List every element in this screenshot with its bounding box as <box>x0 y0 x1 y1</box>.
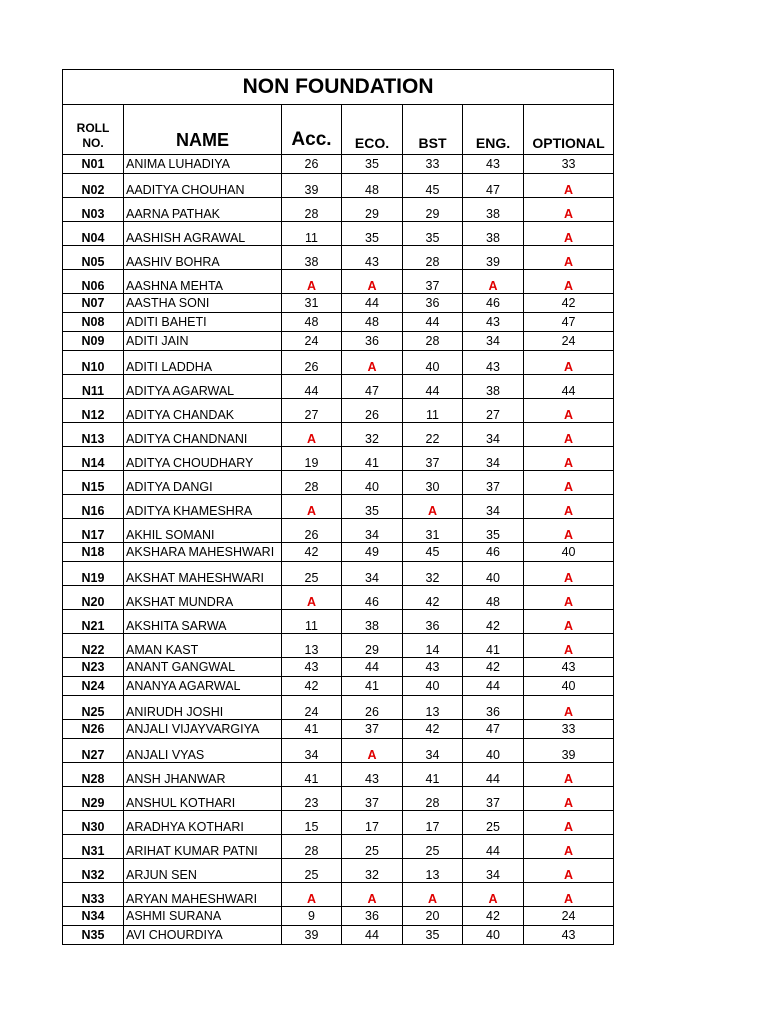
cell-eco: 48 <box>342 313 403 332</box>
cell-roll: N09 <box>63 332 124 351</box>
cell-acc: 27 <box>282 399 342 423</box>
cell-eco: 43 <box>342 246 403 270</box>
cell-bst: 35 <box>403 222 463 246</box>
absent-mark: A <box>524 471 614 495</box>
cell-eng: 41 <box>463 634 524 658</box>
cell-bst: 34 <box>403 739 463 763</box>
cell-eco: 44 <box>342 294 403 313</box>
absent-mark: A <box>524 586 614 610</box>
cell-bst: 20 <box>403 907 463 926</box>
cell-name: AASHIV BOHRA <box>124 246 282 270</box>
cell-eco: 47 <box>342 375 403 399</box>
cell-roll: N35 <box>63 926 124 945</box>
table-row <box>63 739 614 763</box>
cell-optional: 39 <box>524 739 614 763</box>
cell-name: ASHMI SURANA <box>124 907 282 926</box>
absent-mark: A <box>524 399 614 423</box>
cell-roll: N04 <box>63 222 124 246</box>
absent-mark: A <box>463 270 524 294</box>
cell-acc: 13 <box>282 634 342 658</box>
cell-eng: 40 <box>463 562 524 586</box>
cell-acc: 44 <box>282 375 342 399</box>
cell-acc: 19 <box>282 447 342 471</box>
cell-name: AKSHAT MUNDRA <box>124 586 282 610</box>
absent-mark: A <box>524 198 614 222</box>
cell-roll: N08 <box>63 313 124 332</box>
cell-bst: 13 <box>403 696 463 720</box>
table-row <box>63 351 614 375</box>
absent-mark: A <box>524 811 614 835</box>
cell-eng: 27 <box>463 399 524 423</box>
cell-optional: 40 <box>524 543 614 562</box>
cell-optional: 33 <box>524 155 614 174</box>
cell-acc: 25 <box>282 859 342 883</box>
table-row <box>63 926 614 945</box>
cell-eng: 37 <box>463 471 524 495</box>
cell-eng: 35 <box>463 519 524 543</box>
cell-bst: 28 <box>403 787 463 811</box>
absent-mark: A <box>524 447 614 471</box>
cell-name: ANSH JHANWAR <box>124 763 282 787</box>
cell-eng: 40 <box>463 926 524 945</box>
cell-eco: 34 <box>342 562 403 586</box>
absent-mark: A <box>524 859 614 883</box>
header-optional: OPTIONAL <box>524 105 614 155</box>
cell-roll: N20 <box>63 586 124 610</box>
cell-eng: 36 <box>463 696 524 720</box>
cell-acc: 28 <box>282 471 342 495</box>
cell-name: AADITYA CHOUHAN <box>124 174 282 198</box>
cell-eng: 40 <box>463 739 524 763</box>
table-row <box>63 696 614 720</box>
cell-name: ADITI JAIN <box>124 332 282 351</box>
cell-bst: 35 <box>403 926 463 945</box>
cell-name: ANIMA LUHADIYA <box>124 155 282 174</box>
cell-eng: 47 <box>463 720 524 739</box>
absent-mark: A <box>342 270 403 294</box>
cell-eco: 26 <box>342 696 403 720</box>
absent-mark: A <box>282 586 342 610</box>
table-row <box>63 447 614 471</box>
cell-roll: N16 <box>63 495 124 519</box>
table-row <box>63 787 614 811</box>
cell-acc: 26 <box>282 155 342 174</box>
absent-mark: A <box>524 763 614 787</box>
cell-acc: 9 <box>282 907 342 926</box>
cell-eng: 48 <box>463 586 524 610</box>
cell-acc: 11 <box>282 610 342 634</box>
cell-bst: 44 <box>403 313 463 332</box>
cell-roll: N24 <box>63 677 124 696</box>
cell-eco: 36 <box>342 332 403 351</box>
cell-eco: 32 <box>342 423 403 447</box>
cell-roll: N05 <box>63 246 124 270</box>
cell-bst: 31 <box>403 519 463 543</box>
absent-mark: A <box>524 883 614 907</box>
cell-name: ADITYA CHOUDHARY <box>124 447 282 471</box>
cell-acc: 24 <box>282 332 342 351</box>
cell-name: ARADHYA KOTHARI <box>124 811 282 835</box>
cell-eco: 34 <box>342 519 403 543</box>
absent-mark: A <box>342 351 403 375</box>
table-row <box>63 495 614 519</box>
cell-eco: 38 <box>342 610 403 634</box>
table-row <box>63 763 614 787</box>
cell-acc: 15 <box>282 811 342 835</box>
header-name: NAME <box>124 105 282 155</box>
table-row <box>63 471 614 495</box>
absent-mark: A <box>524 495 614 519</box>
cell-bst: 28 <box>403 332 463 351</box>
cell-roll: N18 <box>63 543 124 562</box>
absent-mark: A <box>524 519 614 543</box>
table-row <box>63 399 614 423</box>
cell-acc: 23 <box>282 787 342 811</box>
table-row <box>63 835 614 859</box>
cell-eng: 44 <box>463 835 524 859</box>
absent-mark: A <box>282 423 342 447</box>
cell-eco: 32 <box>342 859 403 883</box>
table-row <box>63 677 614 696</box>
absent-mark: A <box>524 351 614 375</box>
cell-eng: 44 <box>463 763 524 787</box>
cell-name: ANSHUL KOTHARI <box>124 787 282 811</box>
cell-roll: N12 <box>63 399 124 423</box>
cell-bst: 25 <box>403 835 463 859</box>
cell-acc: 25 <box>282 562 342 586</box>
header-acc: Acc. <box>282 105 342 155</box>
results-sheet <box>62 69 613 945</box>
table-row <box>63 155 614 174</box>
cell-name: AVI CHOURDIYA <box>124 926 282 945</box>
cell-acc: 42 <box>282 677 342 696</box>
cell-eng: 37 <box>463 787 524 811</box>
cell-bst: 45 <box>403 543 463 562</box>
cell-name: AASTHA SONI <box>124 294 282 313</box>
cell-eng: 47 <box>463 174 524 198</box>
cell-roll: N31 <box>63 835 124 859</box>
cell-acc: 41 <box>282 763 342 787</box>
cell-name: ADITYA CHANDAK <box>124 399 282 423</box>
cell-bst: 28 <box>403 246 463 270</box>
header-eng: ENG. <box>463 105 524 155</box>
cell-eco: 44 <box>342 658 403 677</box>
cell-roll: N22 <box>63 634 124 658</box>
cell-eco: 44 <box>342 926 403 945</box>
table-row <box>63 907 614 926</box>
cell-eco: 37 <box>342 787 403 811</box>
table-row <box>63 586 614 610</box>
cell-bst: 22 <box>403 423 463 447</box>
cell-eng: 38 <box>463 222 524 246</box>
cell-eng: 34 <box>463 423 524 447</box>
cell-bst: 11 <box>403 399 463 423</box>
table-row <box>63 423 614 447</box>
cell-acc: 38 <box>282 246 342 270</box>
absent-mark: A <box>342 739 403 763</box>
cell-roll: N11 <box>63 375 124 399</box>
cell-eng: 44 <box>463 677 524 696</box>
cell-name: ADITYA AGARWAL <box>124 375 282 399</box>
table-row <box>63 811 614 835</box>
table-row <box>63 543 614 562</box>
cell-optional: 43 <box>524 926 614 945</box>
cell-eco: 37 <box>342 720 403 739</box>
cell-bst: 40 <box>403 677 463 696</box>
cell-eco: 35 <box>342 495 403 519</box>
absent-mark: A <box>463 883 524 907</box>
cell-acc: 41 <box>282 720 342 739</box>
absent-mark: A <box>524 787 614 811</box>
cell-acc: 28 <box>282 835 342 859</box>
cell-eng: 34 <box>463 859 524 883</box>
cell-eco: 17 <box>342 811 403 835</box>
cell-optional: 47 <box>524 313 614 332</box>
cell-roll: N17 <box>63 519 124 543</box>
absent-mark: A <box>524 562 614 586</box>
cell-bst: 14 <box>403 634 463 658</box>
cell-optional: 44 <box>524 375 614 399</box>
cell-name: AKSHARA MAHESHWARI <box>124 543 282 562</box>
cell-name: ANJALI VIJAYVARGIYA <box>124 720 282 739</box>
header-roll-no <box>63 105 124 155</box>
cell-optional: 33 <box>524 720 614 739</box>
table-row <box>63 519 614 543</box>
title-row <box>63 70 614 105</box>
absent-mark: A <box>524 423 614 447</box>
cell-bst: 36 <box>403 610 463 634</box>
cell-bst: 32 <box>403 562 463 586</box>
cell-acc: 42 <box>282 543 342 562</box>
absent-mark: A <box>524 634 614 658</box>
cell-name: ARYAN MAHESHWARI <box>124 883 282 907</box>
cell-bst: 40 <box>403 351 463 375</box>
cell-eco: 48 <box>342 174 403 198</box>
header-roll-line1: ROLL <box>76 121 110 135</box>
cell-bst: 41 <box>403 763 463 787</box>
cell-roll: N26 <box>63 720 124 739</box>
cell-eng: 25 <box>463 811 524 835</box>
table-row <box>63 198 614 222</box>
table-row <box>63 294 614 313</box>
cell-eng: 42 <box>463 907 524 926</box>
table-row <box>63 222 614 246</box>
cell-eco: 43 <box>342 763 403 787</box>
cell-eco: 29 <box>342 634 403 658</box>
cell-name: ARIHAT KUMAR PATNI <box>124 835 282 859</box>
cell-bst: 37 <box>403 270 463 294</box>
cell-acc: 28 <box>282 198 342 222</box>
cell-name: ANJALI VYAS <box>124 739 282 763</box>
cell-acc: 34 <box>282 739 342 763</box>
cell-eng: 42 <box>463 610 524 634</box>
cell-eng: 34 <box>463 447 524 471</box>
cell-roll: N27 <box>63 739 124 763</box>
table-row <box>63 720 614 739</box>
cell-eng: 43 <box>463 351 524 375</box>
cell-bst: 30 <box>403 471 463 495</box>
table-row <box>63 270 614 294</box>
header-eco: ECO. <box>342 105 403 155</box>
cell-acc: 39 <box>282 174 342 198</box>
cell-eng: 34 <box>463 495 524 519</box>
cell-roll: N34 <box>63 907 124 926</box>
cell-name: ANIRUDH JOSHI <box>124 696 282 720</box>
cell-bst: 36 <box>403 294 463 313</box>
cell-eco: 35 <box>342 222 403 246</box>
absent-mark: A <box>524 270 614 294</box>
cell-acc: 24 <box>282 696 342 720</box>
cell-optional: 24 <box>524 907 614 926</box>
absent-mark: A <box>282 883 342 907</box>
cell-name: AARNA PATHAK <box>124 198 282 222</box>
cell-roll: N19 <box>63 562 124 586</box>
absent-mark: A <box>342 883 403 907</box>
cell-name: ADITYA DANGI <box>124 471 282 495</box>
cell-acc: 39 <box>282 926 342 945</box>
absent-mark: A <box>524 696 614 720</box>
cell-eng: 38 <box>463 198 524 222</box>
cell-eco: 40 <box>342 471 403 495</box>
cell-name: ADITI BAHETI <box>124 313 282 332</box>
cell-eco: 25 <box>342 835 403 859</box>
cell-eng: 46 <box>463 294 524 313</box>
cell-bst: 13 <box>403 859 463 883</box>
cell-acc: 43 <box>282 658 342 677</box>
absent-mark: A <box>524 246 614 270</box>
cell-optional: 40 <box>524 677 614 696</box>
table-row <box>63 313 614 332</box>
cell-roll: N10 <box>63 351 124 375</box>
cell-eco: 41 <box>342 447 403 471</box>
cell-bst: 45 <box>403 174 463 198</box>
cell-roll: N23 <box>63 658 124 677</box>
cell-acc: 26 <box>282 519 342 543</box>
cell-eco: 29 <box>342 198 403 222</box>
header-roll-line2: NO. <box>82 136 104 150</box>
cell-roll: N32 <box>63 859 124 883</box>
cell-roll: N15 <box>63 471 124 495</box>
marks-body <box>63 155 614 945</box>
cell-bst: 17 <box>403 811 463 835</box>
table-row <box>63 562 614 586</box>
cell-optional: 43 <box>524 658 614 677</box>
table-row <box>63 375 614 399</box>
absent-mark: A <box>403 495 463 519</box>
cell-bst: 29 <box>403 198 463 222</box>
cell-eng: 42 <box>463 658 524 677</box>
absent-mark: A <box>524 174 614 198</box>
table-row <box>63 174 614 198</box>
cell-roll: N21 <box>63 610 124 634</box>
cell-eco: 36 <box>342 907 403 926</box>
cell-roll: N01 <box>63 155 124 174</box>
cell-eng: 39 <box>463 246 524 270</box>
cell-eco: 35 <box>342 155 403 174</box>
cell-roll: N28 <box>63 763 124 787</box>
cell-eng: 34 <box>463 332 524 351</box>
cell-name: ADITI LADDHA <box>124 351 282 375</box>
table-row <box>63 610 614 634</box>
cell-eng: 43 <box>463 155 524 174</box>
table-row <box>63 246 614 270</box>
cell-bst: 42 <box>403 586 463 610</box>
table-row <box>63 859 614 883</box>
cell-name: AKSHAT MAHESHWARI <box>124 562 282 586</box>
cell-name: AKSHITA SARWA <box>124 610 282 634</box>
table-row <box>63 658 614 677</box>
cell-eng: 46 <box>463 543 524 562</box>
cell-bst: 43 <box>403 658 463 677</box>
cell-roll: N29 <box>63 787 124 811</box>
cell-name: AASHNA MEHTA <box>124 270 282 294</box>
header-bst: BST <box>403 105 463 155</box>
cell-roll: N14 <box>63 447 124 471</box>
cell-eng: 43 <box>463 313 524 332</box>
cell-acc: 26 <box>282 351 342 375</box>
cell-roll: N13 <box>63 423 124 447</box>
cell-eco: 41 <box>342 677 403 696</box>
cell-name: ADITYA KHAMESHRA <box>124 495 282 519</box>
cell-roll: N03 <box>63 198 124 222</box>
absent-mark: A <box>524 835 614 859</box>
cell-optional: 42 <box>524 294 614 313</box>
cell-acc: 11 <box>282 222 342 246</box>
cell-name: ANANT GANGWAL <box>124 658 282 677</box>
sheet-title: NON FOUNDATION <box>63 70 614 105</box>
cell-roll: N33 <box>63 883 124 907</box>
cell-roll: N02 <box>63 174 124 198</box>
marks-table <box>62 69 614 945</box>
cell-name: AKHIL SOMANI <box>124 519 282 543</box>
cell-acc: 48 <box>282 313 342 332</box>
cell-name: ANANYA AGARWAL <box>124 677 282 696</box>
absent-mark: A <box>282 495 342 519</box>
absent-mark: A <box>524 610 614 634</box>
absent-mark: A <box>524 222 614 246</box>
absent-mark: A <box>403 883 463 907</box>
header-row <box>63 105 614 155</box>
cell-eco: 46 <box>342 586 403 610</box>
cell-roll: N25 <box>63 696 124 720</box>
cell-name: AMAN KAST <box>124 634 282 658</box>
cell-bst: 44 <box>403 375 463 399</box>
table-row <box>63 883 614 907</box>
cell-bst: 37 <box>403 447 463 471</box>
cell-bst: 42 <box>403 720 463 739</box>
cell-optional: 24 <box>524 332 614 351</box>
table-row <box>63 332 614 351</box>
cell-acc: 31 <box>282 294 342 313</box>
cell-eco: 49 <box>342 543 403 562</box>
table-row <box>63 634 614 658</box>
cell-name: AASHISH AGRAWAL <box>124 222 282 246</box>
cell-eng: 38 <box>463 375 524 399</box>
cell-eco: 26 <box>342 399 403 423</box>
cell-name: ADITYA CHANDNANI <box>124 423 282 447</box>
cell-roll: N30 <box>63 811 124 835</box>
cell-roll: N06 <box>63 270 124 294</box>
cell-roll: N07 <box>63 294 124 313</box>
absent-mark: A <box>282 270 342 294</box>
cell-name: ARJUN SEN <box>124 859 282 883</box>
cell-bst: 33 <box>403 155 463 174</box>
